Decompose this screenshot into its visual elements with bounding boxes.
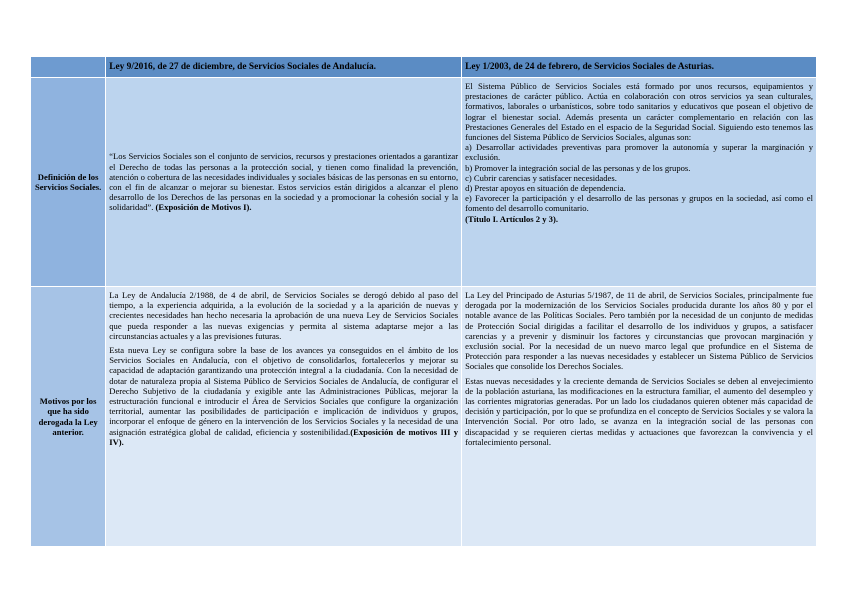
reasons-asturias-p1: La Ley del Principado de Asturias 5/1987, de 11 de abril, de Servicios Sociales, principalmente fue derogada por la modernización de los Servicios Sociales producida durante los años 80 y por el notable avance de las Políticas Sociales. Pero también por la necesidad de un conjunto de medidas de Protección Social dirigidas a facilitar el desarrollo de los individuos y grupos, a satisfacer carencias y a prevenir y disminuir los factores y circunstancias que provocan marginación y exclusión social. Por la necesidad de un nuevo marco legal que profundice en el Sistema de Protección para responder a las nuevas necesidades y establecer un Sistema Público de Servicios Sociales que consolide los Derechos Sociales. — [465, 290, 813, 372]
row-label-definition: Definición de los Servicios Sociales. — [31, 78, 106, 287]
definition-andalucia-cell — [106, 78, 462, 287]
reasons-andalucia-p2-text: Esta nueva Ley se configura sobre la base de los avances ya conseguidos en el ámbito de los Servicios Sociales en Andalucía, con el objetivo de consolidarlos, fortalecerlos y mejorar su capacidad de adaptación garantizando una protección integral a la ciudadanía. Con la necesidad de dotar de naturaleza propia al Sistema Público de Servicios Sociales de Andalucía, de configurar el Derecho Subjetivo de la ciudadanía y exigible ante las Administraciones Públicas, mejorar la estructuración funcional e introducir el Área de Servicios Sociales que configure la organización territorial, aumentar las posibilidades de participación e implicación de individuos y grupos, incorporar el enfoque de género en la intervención de los Servicios Sociales y la necesidad de una asignación estratégica global de calidad, eficiencia y sostenibilidad. — [109, 345, 459, 437]
definition-asturias-intro: El Sistema Público de Servicios Sociales está formado por unos recursos, equipamientos y prestaciones de carácter público. Actúa en colaboración con otros servicios ya sean culturales, formativos, laborales o urbanísticos, sobre todo sanitarios y educativos que posean el objetivo de lograr el bienestar social. Además presenta un carácter complementario en relación con las Prestaciones Generales del Estado en el espacio de la Seguridad Social. Siguiendo esto tenemos las funciones del Sistema Público de Servicios Sociales, algunas son: — [465, 81, 813, 143]
definition-andalucia-quote: “Los Servicios Sociales son el conjunto de servicios, recursos y prestaciones orientados a garantizar el Derecho de todas las personas a la protección social, y tienen como finalidad la prevención, atención o cobertura de las necesidades individuales y sociales básicas de las personas en su entorno, con el fin de alcanzar o mejorar su bienestar. Estos servicios están dirigidos a alcanzar el pleno desarrollo de los Derechos de las personas en la sociedad y a promocionar la cohesión social y la solidaridad”. — [109, 151, 459, 213]
function-item-d: d) Prestar apoyos en situación de dependencia. — [465, 183, 626, 194]
reasons-row — [31, 287, 817, 547]
definition-asturias-reference — [465, 214, 813, 224]
header-row — [31, 57, 817, 78]
row-label-reasons: Motivos por los que ha sido derogada la Ley anterior. — [31, 287, 106, 547]
reasons-andalucia-p1: La Ley de Andalucía 2/1988, de 4 de abril, de Servicios Sociales se derogó debido al paso del tiempo, a la experiencia adquirida, a la evolución de la sociedad y a la aparición de nuevas y crecientes necesidades han hecho necesaria la aprobación de una nueva Ley de Servicios Sociales que pueda responder a las nuevas exigencias y permita al sistema adaptarse mejor a las circunstancias actuales y a las previsiones futuras. — [109, 290, 459, 341]
reasons-andalucia-p2 — [109, 345, 458, 447]
definition-andalucia-reference: (Exposición de Motivos I). — [155, 202, 252, 213]
reasons-andalucia-reference: (Exposición de motivos III y IV). — [109, 426, 459, 447]
comparison-table — [30, 56, 817, 547]
reasons-asturias-p2: Estas nuevas necesidades y la creciente demanda de Servicios Sociales se deben al envejecimiento de la población asturiana, las modificaciones en la estructura familiar, el aumento del desempleo y las corrientes migratorias generadas. Por un lado los ciudadanos quieren obtener más capacidad de decisión y participación, por lo que se profundiza en el concepto de Servicios Sociales y se valora la Intervención Social. Por otro lado, se avanza en la integración social de las personas con discapacidad y se requieren ciertas medidas y actuaciones que favorezcan la convivencia y el fortalecimiento personal. — [465, 375, 813, 447]
function-item-c: c) Cubrir carencias y satisfacer necesidades. — [465, 172, 617, 183]
header-corner-cell — [31, 57, 106, 78]
definition-asturias-cell — [462, 78, 817, 287]
function-item-a: a) Desarrollar actividades preventivas para promover la autonomía y superar la marginación y exclusión. — [465, 142, 813, 163]
definition-asturias-reference-text: (Título I. Artículos 2 y 3). — [465, 213, 558, 224]
reasons-asturias-cell — [462, 287, 817, 547]
header-asturias: Ley 1/2003, de 24 de febrero, de Servicios Sociales de Asturias. — [462, 57, 817, 78]
header-andalucia: Ley 9/2016, de 27 de diciembre, de Servicios Sociales de Andalucía. — [106, 57, 462, 78]
reasons-andalucia-cell — [106, 287, 462, 547]
function-item-e: e) Favorecer la participación y el desarrollo de las personas y grupos en la sociedad, así como el fomento del desarrollo comunitario. — [465, 193, 813, 214]
function-item-b: b) Promover la integración social de las personas y de los grupos. — [465, 162, 691, 173]
definition-row — [31, 78, 817, 287]
definition-andalucia-text — [109, 151, 458, 212]
